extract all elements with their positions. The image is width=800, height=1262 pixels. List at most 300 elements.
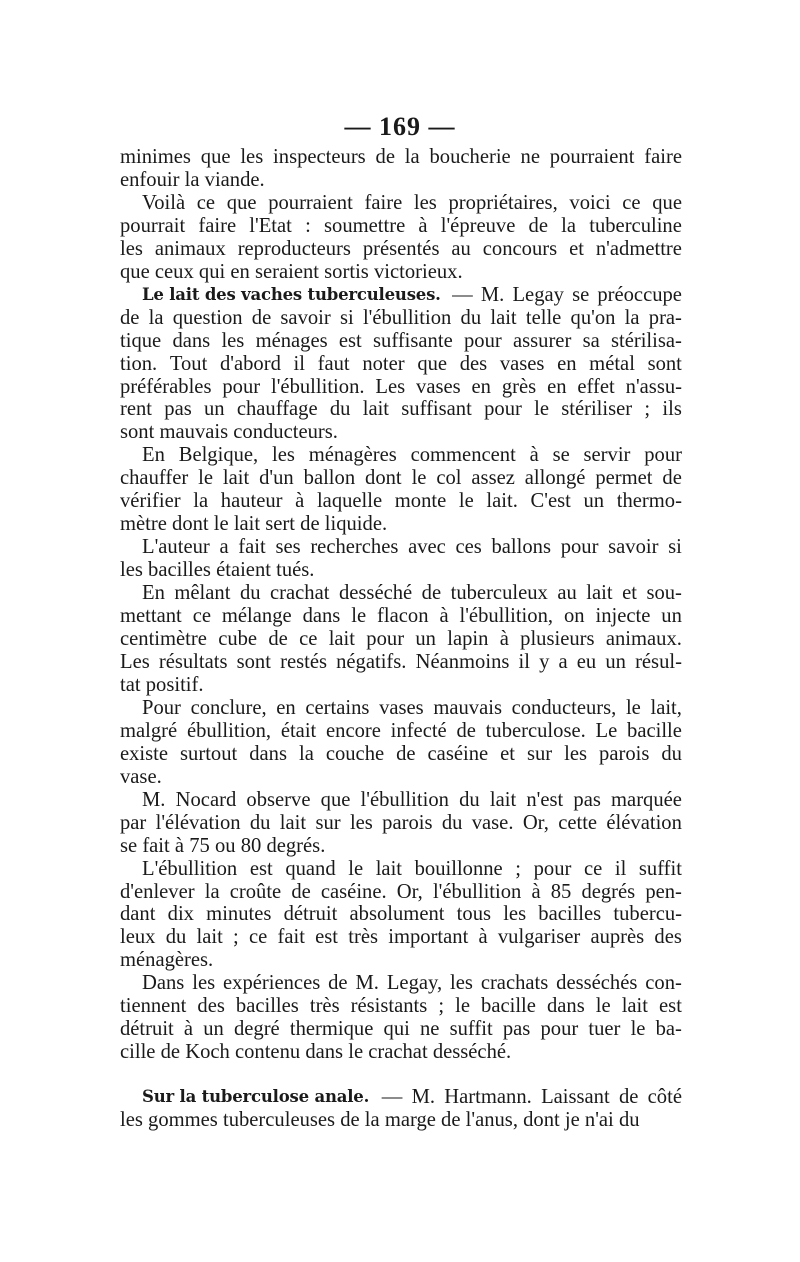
word: commencent (410, 444, 516, 467)
word: lait (489, 788, 517, 811)
word: lait. (486, 490, 518, 513)
word: caséine (427, 742, 489, 765)
word: malgré (120, 719, 178, 742)
word: fait (277, 926, 305, 949)
word: dans (305, 1041, 349, 1064)
word: infecté (390, 719, 447, 742)
word: l'anus, (465, 1109, 524, 1132)
word: grès (501, 375, 537, 398)
word: à (529, 444, 539, 467)
word: en (230, 260, 255, 283)
word: M. (411, 1086, 436, 1109)
word: noter (362, 352, 405, 375)
word: degré (233, 1018, 280, 1041)
word: en (557, 352, 577, 375)
word: : (305, 214, 311, 237)
word: la (624, 306, 640, 329)
text-line (120, 743, 682, 766)
text-line (120, 330, 682, 353)
word: des (459, 352, 488, 375)
word: chauffage (236, 398, 318, 421)
word: les (413, 191, 437, 214)
word: faire (644, 146, 682, 168)
word: pourrait (120, 214, 186, 237)
word: d'un (259, 467, 294, 490)
word: que (120, 260, 155, 283)
word: les (120, 559, 149, 582)
word: conclure, (190, 696, 267, 719)
word: crachat (270, 582, 330, 605)
word: pour (644, 444, 682, 467)
word: savoir (280, 306, 331, 329)
text-line (120, 1018, 682, 1041)
word: il (293, 352, 305, 375)
word: à (418, 214, 428, 237)
word: un (203, 1018, 224, 1041)
word: lait (196, 926, 223, 949)
word: les (240, 146, 264, 168)
word: fait (142, 834, 175, 857)
word: vulgariser (497, 926, 581, 949)
word: Les (375, 375, 406, 398)
word: lapin (447, 628, 489, 651)
word: ; (515, 857, 522, 880)
word: des (197, 995, 225, 1018)
text-line (120, 1086, 682, 1109)
word: l'ébullition. (271, 375, 365, 398)
word: les (272, 444, 295, 467)
word: de (160, 1041, 186, 1064)
word: vases (499, 352, 545, 375)
word: ; (233, 926, 239, 949)
word: un (203, 398, 225, 421)
word: pour (366, 628, 405, 651)
word: le (458, 490, 474, 513)
word: suffisante (373, 329, 453, 352)
word: à (295, 490, 305, 513)
word: ménagères (308, 444, 397, 467)
word: vases (379, 696, 424, 719)
word: de (328, 972, 348, 995)
word: l'ébullition, (459, 605, 554, 628)
text-line (120, 766, 682, 789)
word: encore (326, 719, 381, 742)
word: par (120, 811, 147, 834)
word: injecte (595, 605, 651, 628)
word: bacille (627, 719, 682, 742)
word: tique (120, 329, 162, 352)
word: du (249, 811, 271, 834)
word: avec (408, 536, 446, 559)
word: n'assu- (625, 375, 682, 398)
word: de (375, 146, 395, 168)
word: pour (484, 398, 522, 421)
word: le (595, 995, 611, 1018)
word: faire (364, 191, 403, 214)
text-line (120, 903, 682, 926)
word: la (298, 742, 314, 765)
section-paragraph (120, 1086, 682, 1132)
word: du (661, 742, 682, 765)
word: eu (576, 650, 597, 673)
word: dant (120, 903, 156, 926)
text-line (120, 651, 682, 674)
word: croûte (229, 880, 282, 903)
text-line (120, 376, 682, 399)
paragraph (120, 536, 682, 582)
text-line (120, 467, 682, 490)
word: L'auteur (142, 536, 210, 559)
word: tiennent (120, 995, 187, 1018)
word: gommes (148, 1109, 223, 1132)
word: et (569, 237, 584, 260)
text-line (120, 536, 682, 559)
text-line (120, 559, 682, 582)
word: résultats (158, 650, 228, 673)
word: soumettre (324, 214, 406, 237)
word: de (528, 214, 548, 237)
text-line (120, 674, 682, 697)
section-heading: Sur la tuberculose anale. (142, 1087, 370, 1107)
word: couche (325, 742, 385, 765)
word: tat (120, 673, 146, 696)
word: servir (583, 444, 631, 467)
word: l'ébullition (362, 306, 452, 329)
text-line (120, 605, 682, 628)
text-line (120, 881, 682, 904)
word: à (478, 926, 488, 949)
text-line (120, 169, 682, 192)
word: de (291, 880, 311, 903)
word: tous (456, 903, 492, 926)
word: mètre (120, 513, 173, 536)
word: les (503, 903, 527, 926)
word: que (320, 788, 351, 811)
text-line (120, 995, 682, 1018)
word: que (417, 352, 448, 375)
word: contenu (234, 1041, 306, 1064)
word: quand (285, 857, 336, 880)
text-line (120, 146, 682, 169)
word: de (441, 1109, 466, 1132)
word: 75 (189, 834, 215, 857)
word: Or, (522, 811, 549, 834)
word: auprès (590, 926, 645, 949)
word: la (404, 146, 420, 168)
word: ceux (154, 260, 199, 283)
word: l'élévation (155, 811, 241, 834)
word: viande. (204, 168, 265, 191)
word: recherches (310, 536, 399, 559)
word: absolument (349, 903, 445, 926)
word: sont (120, 421, 160, 444)
word: d'enlever (120, 880, 195, 903)
word: l'épreuve (440, 214, 516, 237)
word: n'ai (584, 1109, 619, 1132)
word: mauvais (433, 696, 502, 719)
word: y (539, 650, 550, 673)
word: allongé (524, 467, 586, 490)
word: En (142, 444, 165, 467)
word: je (564, 1109, 585, 1132)
word: concours (482, 237, 558, 260)
word: ce (622, 191, 641, 214)
word: cille (120, 1041, 161, 1064)
word: degrés (581, 880, 636, 903)
word: est (249, 857, 273, 880)
word: si (339, 306, 354, 329)
text-line (120, 789, 682, 812)
word: reproducteurs (237, 237, 351, 260)
word: négatifs. (336, 650, 407, 673)
word: bacille (481, 995, 536, 1018)
word: a (219, 536, 229, 559)
word: bouillonne (414, 857, 503, 880)
word: qu'on (570, 306, 616, 329)
word: lait (233, 513, 266, 536)
word: dix (167, 903, 194, 926)
word: en (547, 375, 567, 398)
word: sou- (646, 582, 682, 605)
word: lait (222, 467, 250, 490)
word: à (531, 880, 541, 903)
word: ce (583, 857, 603, 880)
word: faut (317, 352, 350, 375)
word: animaux (154, 237, 226, 260)
word: En (142, 582, 165, 605)
word: suffit (638, 857, 682, 880)
word: victorieux. (373, 260, 463, 283)
word: pen- (645, 880, 682, 903)
word: de (396, 742, 416, 765)
word: dans (546, 995, 585, 1018)
word: la (561, 214, 577, 237)
word: de (662, 467, 682, 490)
word: thermique (289, 1018, 374, 1041)
word: dans (302, 605, 341, 628)
word: dont (172, 513, 214, 536)
section-gap (120, 1064, 682, 1086)
word: Pour (142, 696, 181, 719)
word: que (200, 146, 231, 168)
word: n'est (526, 788, 564, 811)
word: dont (523, 1109, 565, 1132)
word: stériliser (561, 398, 633, 421)
text-line (120, 697, 682, 720)
word: suffit (449, 1018, 493, 1041)
word: mélange (221, 605, 292, 628)
word: très (348, 926, 378, 949)
paragraph (120, 789, 682, 858)
word: ba- (655, 1018, 682, 1041)
word: se (552, 444, 570, 467)
section-heading: Le lait des vaches tuberculeuses. (142, 284, 441, 304)
text-line (120, 353, 682, 376)
word: pour (560, 536, 599, 559)
text-line (120, 1041, 682, 1064)
word: pourraient (549, 146, 635, 168)
word: surtout (180, 742, 238, 765)
word: préférables (120, 375, 212, 398)
word: était (280, 719, 317, 742)
word: détruit (120, 1018, 174, 1041)
word: résul- (635, 650, 682, 673)
word: telle (525, 306, 562, 329)
word: Koch (185, 1041, 235, 1064)
word: monte (394, 490, 447, 513)
word: caséine. (320, 880, 387, 903)
text-line (120, 628, 682, 651)
word: les (120, 1109, 149, 1132)
text-line (120, 582, 682, 605)
word: Belgique, (178, 444, 259, 467)
word: de (618, 1086, 639, 1109)
word: le (213, 513, 234, 536)
word: mettant (120, 605, 182, 628)
word: sert (265, 513, 301, 536)
word: côté (647, 1086, 682, 1109)
word: suffisant (401, 398, 472, 421)
word: ces (455, 536, 482, 559)
word: en (471, 375, 491, 398)
word: les (450, 972, 473, 995)
section-paragraph (120, 284, 682, 445)
word: tuer (588, 1018, 621, 1041)
word: que (226, 191, 257, 214)
word: vase. (120, 765, 162, 788)
text-line (120, 284, 682, 307)
word: Legay, (386, 972, 443, 995)
word: ballons (491, 536, 551, 559)
word: parois (382, 811, 433, 834)
word: est (338, 329, 362, 352)
word: L'ébullition (142, 857, 238, 880)
word: question (172, 306, 243, 329)
word: d'abord (219, 352, 281, 375)
word: qui (198, 260, 231, 283)
word: le (198, 467, 213, 490)
word: un (605, 650, 626, 673)
word: Or, (396, 880, 423, 903)
word: animaux. (605, 628, 682, 651)
word: des (654, 926, 682, 949)
word: se (120, 834, 143, 857)
paragraph (120, 972, 682, 1064)
word: Voilà (142, 191, 186, 214)
text-line (120, 720, 682, 743)
word: pas (164, 398, 192, 421)
word: la (193, 490, 209, 513)
word: inspecteurs (273, 146, 366, 168)
word: conducteurs. (233, 421, 338, 444)
word: sur (527, 742, 553, 765)
word: parois (599, 742, 650, 765)
word: ; (438, 995, 445, 1018)
word: sont (647, 352, 682, 375)
word: — (381, 1086, 403, 1109)
word: il (518, 650, 530, 673)
word: le (411, 467, 427, 490)
word: de (340, 1109, 365, 1132)
text-line (120, 215, 682, 238)
word: dont (365, 467, 402, 490)
word: sa (582, 329, 600, 352)
word: préoccupe (597, 283, 682, 306)
word: il (614, 857, 627, 880)
word: ne (420, 1018, 440, 1041)
text-line (120, 421, 682, 444)
word: que (652, 191, 682, 214)
word: 80 (240, 834, 267, 857)
text-line (120, 490, 682, 513)
word: se (572, 283, 590, 306)
word: restés (280, 650, 327, 673)
word: pour (463, 329, 502, 352)
word: tuberculeuses (222, 1109, 341, 1132)
word: minimes (120, 146, 191, 168)
word: seraient (254, 260, 325, 283)
word: thermo- (616, 490, 682, 513)
word: de (421, 582, 442, 605)
word: ; (644, 398, 651, 421)
word: le (630, 1018, 646, 1041)
word: en (276, 696, 296, 719)
word: con- (645, 972, 682, 995)
word: lait (490, 306, 517, 329)
word: conducteurs, (511, 696, 617, 719)
word: marquée (611, 788, 682, 811)
word: liquide. (324, 513, 388, 536)
word: mêlant (174, 582, 231, 605)
word: degrés. (266, 834, 326, 857)
word: du (165, 926, 187, 949)
text-line (120, 261, 682, 284)
word: la (364, 1109, 385, 1132)
word: détruit (283, 903, 338, 926)
word: un (415, 628, 436, 651)
word: à (439, 605, 449, 628)
word: du (459, 788, 480, 811)
word: Hartmann. (444, 1086, 532, 1109)
word: du (329, 398, 351, 421)
word: Néanmoins (415, 650, 510, 673)
word: ce (299, 628, 318, 651)
word: le (455, 995, 470, 1018)
word: un (583, 490, 605, 513)
word: tubercu- (613, 903, 682, 926)
word: lait, (650, 696, 682, 719)
paragraph (120, 582, 682, 697)
word: bacilles (148, 559, 217, 582)
text-line (120, 949, 682, 972)
word: observe (246, 788, 311, 811)
word: flacon (377, 605, 429, 628)
word: qui (383, 1018, 410, 1041)
word: le (625, 696, 641, 719)
word: lait (586, 582, 613, 605)
word: enfouir (120, 168, 185, 191)
word: Nocard (175, 788, 237, 811)
word: centimètre (120, 628, 207, 651)
word: Legay (512, 283, 564, 306)
word: pra- (648, 306, 682, 329)
word: du (460, 306, 482, 329)
word: crachats (480, 972, 549, 995)
word: Tout (169, 352, 208, 375)
word: vérifier (120, 490, 181, 513)
word: du (441, 811, 463, 834)
word: ballon (303, 467, 356, 490)
